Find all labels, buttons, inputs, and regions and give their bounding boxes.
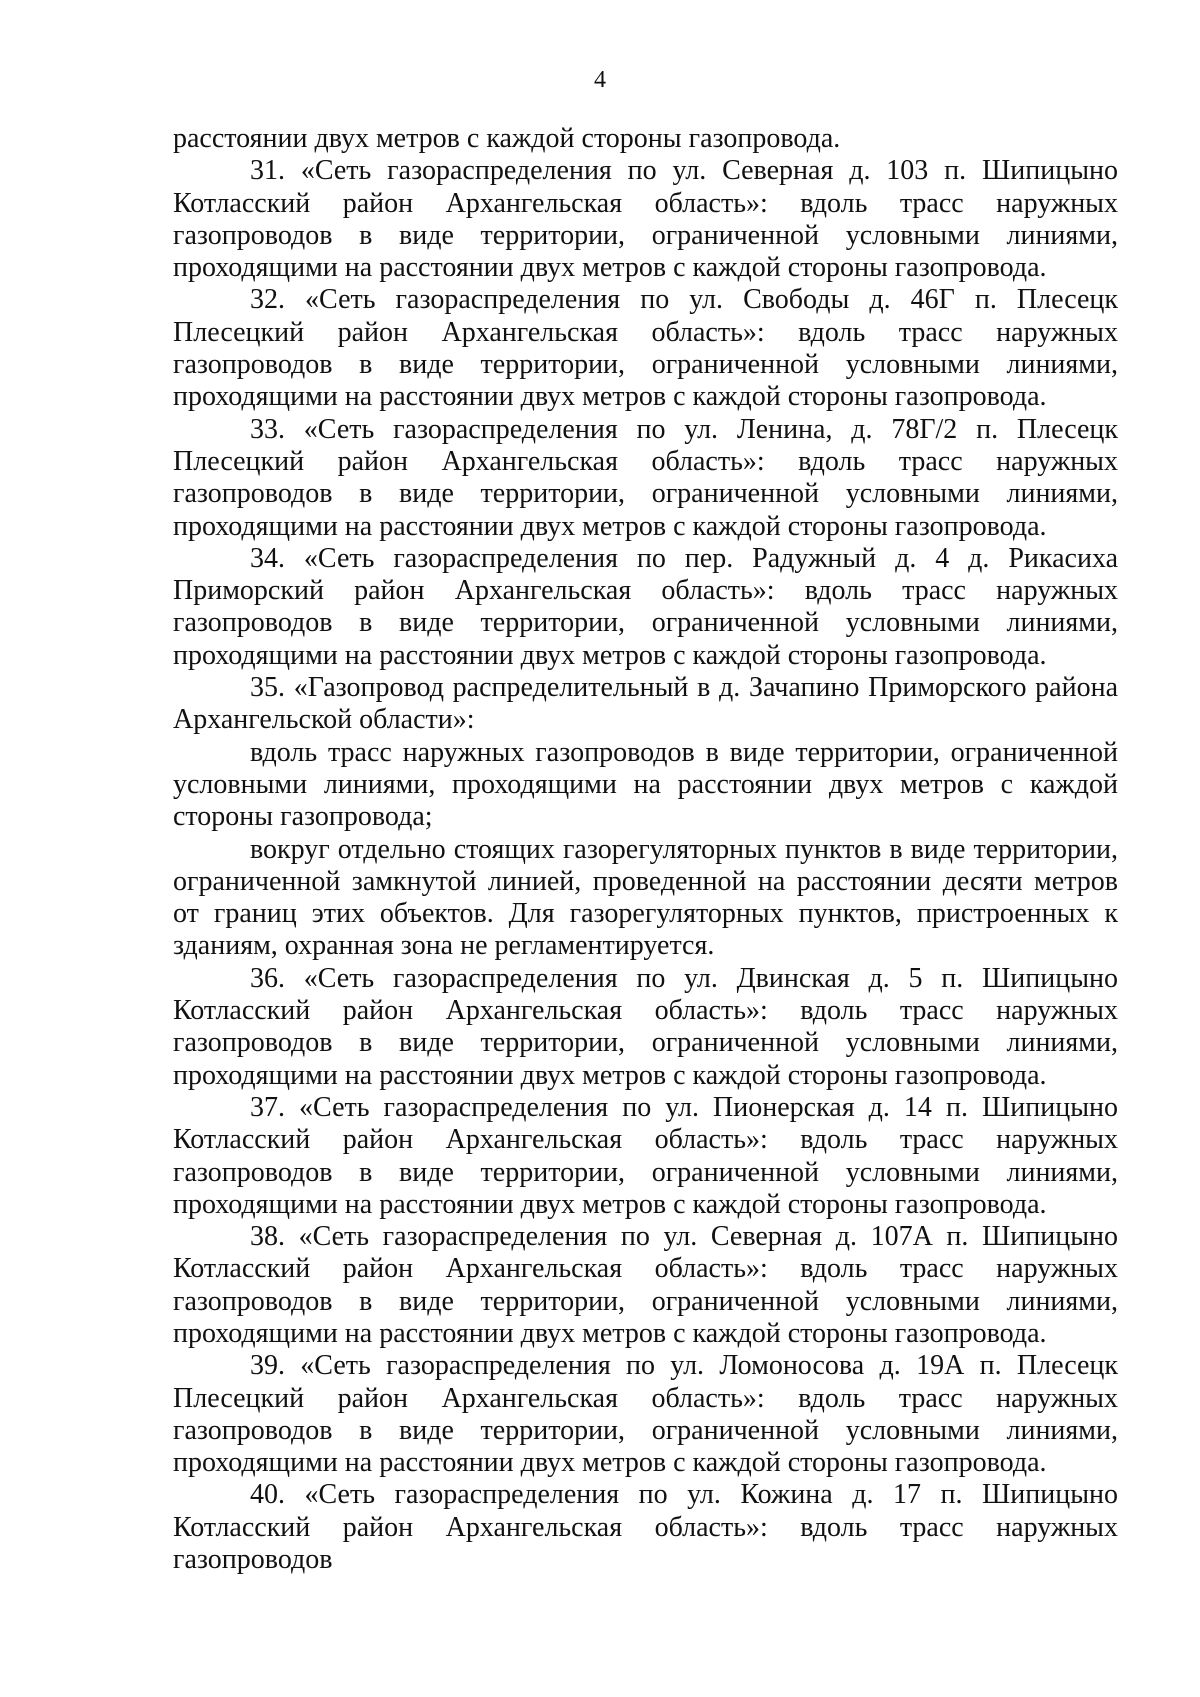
paragraph-item-32: 32. «Сеть газораспределения по ул. Свободы д. 46Г п. Плесецк Плесецкий район Архангельская область»: вдоль трасс наружных газопроводов в виде территории, ограниченной условными линиями, проходящими на расстоянии двух метров с каждой стороны газопровода. — [173, 284, 1118, 413]
paragraph-item-37: 37. «Сеть газораспределения по ул. Пионерская д. 14 п. Шипицыно Котласский район Архангельская область»: вдоль трасс наружных газопроводов в виде территории, ограниченной условными линиями, проходящими на расстоянии двух метров с каждой стороны газопровода. — [173, 1091, 1118, 1220]
paragraph-item-36: 36. «Сеть газораспределения по ул. Двинская д. 5 п. Шипицыно Котласский район Архангельская область»: вдоль трасс наружных газопроводов в виде территории, ограниченной условными линиями, проходящими на расстоянии двух метров с каждой стороны газопровода. — [173, 962, 1118, 1091]
paragraph-continuation: расстоянии двух метров с каждой стороны газопровода. — [173, 123, 841, 154]
paragraph-item-34: 34. «Сеть газораспределения по пер. Радужный д. 4 д. Рикасиха Приморский район Архангельская область»: вдоль трасс наружных газопроводов в виде территории, ограниченной условными линиями, проходящими на расстоянии двух метров с каждой стороны газопровода. — [173, 542, 1118, 671]
paragraph-item-35-pipelines: вдоль трасс наружных газопроводов в виде территории, ограниченной условными линиями, проходящими на расстоянии двух метров с каждой стороны газопровода; — [173, 736, 1118, 833]
document-body — [173, 123, 1118, 1576]
page-number: 4 — [594, 67, 606, 93]
paragraph-item-39: 39. «Сеть газораспределения по ул. Ломоносова д. 19А п. Плесецк Плесецкий район Архангельская область»: вдоль трасс наружных газопроводов в виде территории, ограниченной условными линиями, проходящими на расстоянии двух метров с каждой стороны газопровода. — [173, 1350, 1118, 1479]
paragraph-item-33: 33. «Сеть газораспределения по ул. Ленина, д. 78Г/2 п. Плесецк Плесецкий район Архангельская область»: вдоль трасс наружных газопроводов в виде территории, ограниченной условными линиями, проходящими на расстоянии двух метров с каждой стороны газопровода. — [173, 413, 1118, 542]
paragraph-item-38: 38. «Сеть газораспределения по ул. Северная д. 107А п. Шипицыно Котласский район Архангельская область»: вдоль трасс наружных газопроводов в виде территории, ограниченной условными линиями, проходящими на расстоянии двух метров с каждой стороны газопровода. — [173, 1221, 1118, 1349]
paragraph-item-40: 40. «Сеть газораспределения по ул. Кожина д. 17 п. Шипицыно Котласский район Архангельская область»: вдоль трасс наружных газопроводов — [173, 1479, 1118, 1576]
paragraph-item-35-regulators: вокруг отдельно стоящих газорегуляторных пунктов в виде территории, ограниченной замкнутой линией, проведенной на расстоянии десяти метров от границ этих объектов. Для газорегуляторных пунктов, пристроенных к зданиям, охранная зона не регламентируется. — [173, 833, 1118, 962]
paragraph-item-31: 31. «Сеть газораспределения по ул. Северная д. 103 п. Шипицыно Котласский район Архангельская область»: вдоль трасс наружных газопроводов в виде территории, ограниченной условными линиями, проходящими на расстоянии двух метров с каждой стороны газопровода. — [173, 155, 1118, 284]
paragraph-item-35: 35. «Газопровод распределительный в д. Зачапино Приморского района Архангельской области»: — [173, 672, 1118, 736]
